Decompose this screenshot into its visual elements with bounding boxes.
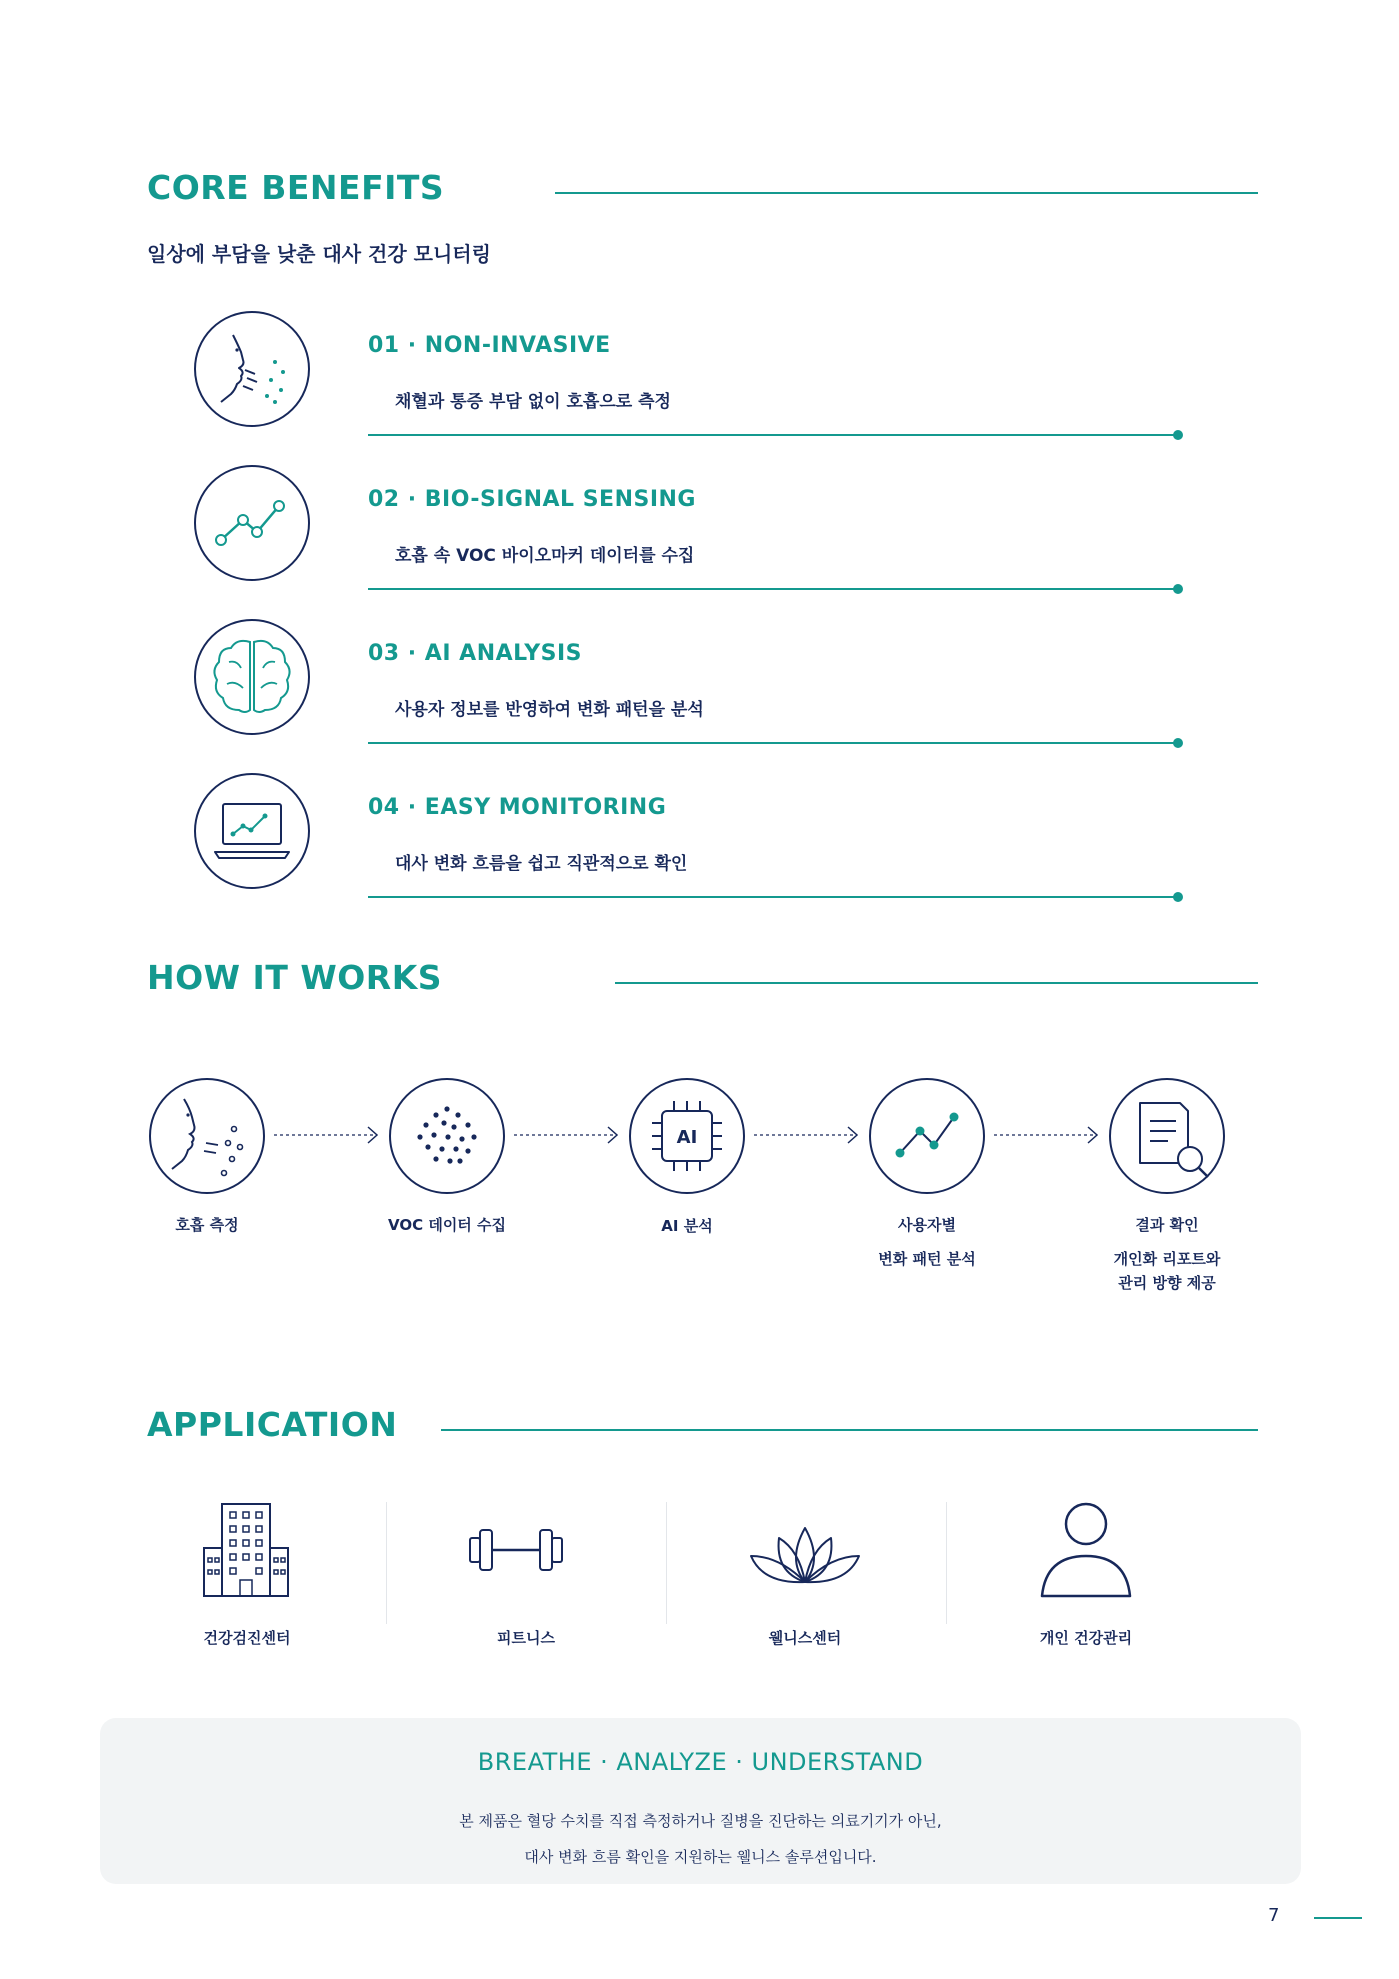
application-label: 웰니스센터 — [768, 1629, 842, 1647]
step-label: 결과 확인 — [1135, 1216, 1199, 1234]
footer-panel — [100, 1718, 1301, 1884]
footer-tagline: BREATHE · ANALYZE · UNDERSTAND — [477, 1748, 924, 1776]
core-benefits-title: CORE BENEFITS — [147, 168, 445, 207]
step-label-line3: 관리 방향 제공 — [1118, 1274, 1216, 1292]
divider-dot — [1173, 738, 1183, 748]
building-icon — [196, 1500, 296, 1600]
step-label-line2: 변화 패턴 분석 — [878, 1250, 976, 1268]
benefit-desc: 대사 변화 흐름을 쉽고 직관적으로 확인 — [395, 854, 688, 874]
flow-arrow — [752, 1122, 862, 1148]
benefit-divider — [368, 588, 1178, 590]
step-label: VOC 데이터 수집 — [388, 1216, 506, 1234]
person-icon — [1036, 1500, 1136, 1600]
breath-face-icon — [193, 310, 311, 428]
divider-dot — [1173, 430, 1183, 440]
report-search-icon — [1108, 1077, 1226, 1195]
ai-chip-icon — [628, 1077, 746, 1195]
application-title: APPLICATION — [147, 1405, 398, 1444]
page-number: 7 — [1268, 1905, 1280, 1926]
trend-chart-icon — [868, 1077, 986, 1195]
lotus-icon — [745, 1500, 865, 1600]
application-label: 개인 건강관리 — [1039, 1629, 1133, 1647]
benefit-desc: 호흡 속 VOC 바이오마커 데이터를 수집 — [395, 546, 695, 566]
divider-dot — [1173, 892, 1183, 902]
flow-arrow — [992, 1122, 1102, 1148]
breath-face-icon — [148, 1077, 266, 1195]
laptop-chart-icon — [193, 772, 311, 890]
signal-chart-icon — [193, 464, 311, 582]
page-number-rule — [1314, 1917, 1362, 1919]
application-rule — [441, 1429, 1258, 1431]
step-label: AI 분석 — [661, 1217, 713, 1235]
benefit-title: 02 · BIO-SIGNAL SENSING — [368, 487, 696, 512]
application-label: 건강검진센터 — [203, 1629, 291, 1647]
flow-arrow — [272, 1122, 382, 1148]
core-benefits-subtitle: 일상에 부담을 낮춘 대사 건강 모니터링 — [147, 242, 491, 266]
benefit-desc: 사용자 정보를 반영하여 변화 패턴을 분석 — [395, 700, 704, 720]
benefit-desc: 채혈과 통증 부담 없이 호흡으로 측정 — [395, 392, 671, 412]
step-label: 사용자별 — [898, 1216, 956, 1234]
footer-note-line1: 본 제품은 혈당 수치를 직접 측정하거나 질병을 진단하는 의료기기가 아닌, — [459, 1812, 942, 1830]
benefit-title: 03 · AI ANALYSIS — [368, 641, 583, 666]
step-label-line2: 개인화 리포트와 — [1113, 1250, 1221, 1268]
column-divider — [666, 1502, 667, 1624]
benefit-divider — [368, 896, 1178, 898]
core-benefits-rule — [555, 192, 1258, 194]
voc-dots-icon — [388, 1077, 506, 1195]
benefit-title: 04 · EASY MONITORING — [368, 795, 667, 820]
divider-dot — [1173, 584, 1183, 594]
column-divider — [946, 1502, 947, 1624]
dumbbell-icon — [466, 1500, 566, 1600]
benefit-divider — [368, 434, 1178, 436]
footer-note-line2: 대사 변화 흐름 확인을 지원하는 웰니스 솔루션입니다. — [524, 1848, 877, 1866]
benefit-divider — [368, 742, 1178, 744]
application-label: 피트니스 — [497, 1629, 555, 1647]
brain-icon — [193, 618, 311, 736]
how-it-works-title: HOW IT WORKS — [147, 958, 443, 997]
flow-arrow — [512, 1122, 622, 1148]
column-divider — [386, 1502, 387, 1624]
step-label: 호흡 측정 — [175, 1216, 239, 1234]
ai-chip-text: AI — [676, 1127, 698, 1148]
benefit-title: 01 · NON-INVASIVE — [368, 333, 611, 358]
how-it-works-rule — [615, 982, 1258, 984]
